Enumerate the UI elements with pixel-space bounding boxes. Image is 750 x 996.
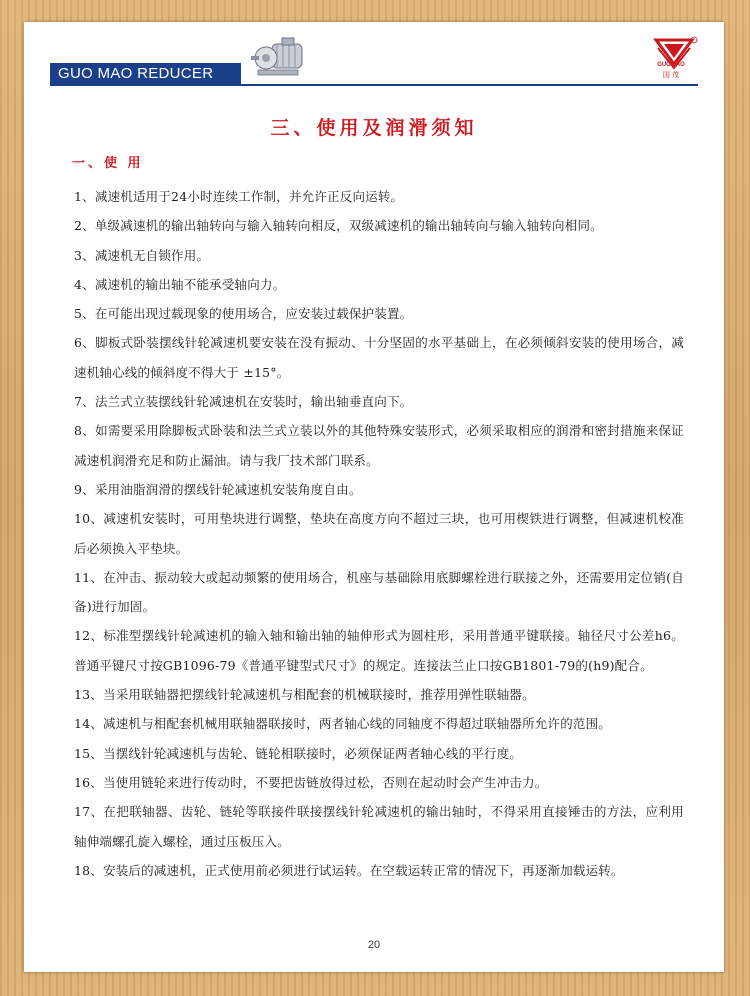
list-item: 11、在冲击、振动较大或起动频繁的使用场合，机座与基础除用底脚螺栓进行联接之外，还需要用定位销(自备)进行加固。 (74, 569, 684, 615)
document-page (24, 22, 724, 972)
list-item: 3、减速机无自锁作用。 (74, 247, 210, 263)
page-number: 20 (367, 939, 381, 951)
logo-name: GUOMAO (657, 62, 685, 68)
list-item: 6、脚板式卧装摆线针轮减速机要安装在没有振动、十分坚固的水平基础上，在必须倾斜安装的使用场合，减速机轴心线的倾斜度不得大于 ±15°。 (74, 335, 684, 380)
list-item: 4、减速机的输出轴不能承受轴向力。 (74, 276, 286, 292)
list-item: 14、减速机与相配套机械用联轴器联接时，两者轴心线的同轴度不得超过联轴器所允许的范围。 (74, 716, 612, 732)
list-item: 7、法兰式立装摆线针轮减速机在安装时，输出轴垂直向下。 (74, 394, 413, 410)
usage-instructions-list (74, 182, 684, 885)
list-item: 10、减速机安装时，可用垫块进行调整，垫块在高度方向不超过三块，也可用楔铁进行调整，但减速机校准后必须换入平垫块。 (74, 511, 684, 556)
list-item: 5、在可能出现过载现象的使用场合，应安装过载保护装置。 (74, 306, 413, 322)
reducer-motor-icon (250, 32, 310, 84)
list-item: 2、单级减速机的输出轴转向与输入轴转向相反，双级减速机的输出轴转向与输入轴转向相同。 (74, 218, 603, 234)
page-header (24, 22, 724, 92)
list-item: 12、标准型摆线针轮减速机的输入轴和输出轴的轴伸形式为圆柱形，采用普通平键联接。轴径尺寸公差h6。普通平键尺寸按GB1096-79《普通平键型式尺寸》的规定。连接法兰止口按GB1801-79的(h9)配合。 (74, 628, 684, 673)
list-item: 15、当摆线针轮减速机与齿轮、链轮相联接时，必须保证两者轴心线的平行度。 (74, 745, 523, 761)
section-title: 一、使 用 (72, 156, 144, 171)
list-item: 1、减速机适用于24小时连续工作制，并允许正反向运转。 (74, 189, 404, 204)
list-item: 8、如需要采用除脚板式卧装和法兰式立装以外的其他特殊安装形式，必须采取相应的润滑和密封措施来保证减速机润滑充足和防止漏油。请与我厂技术部门联系。 (74, 423, 684, 468)
page-title: 三、使用及润滑须知 (270, 117, 478, 139)
list-item: 13、当采用联轴器把摆线针轮减速机与相配套的机械联接时，推荐用弹性联轴器。 (74, 687, 535, 703)
list-item: 16、当使用链轮来进行传动时，不要把齿链放得过松，否则在起动时会产生冲击力。 (74, 774, 548, 790)
list-item: 18、安装后的减速机，正式使用前必须进行试运转。在空载运转正常的情况下，再逐渐加载运转。 (74, 862, 624, 878)
brand-bar: GUO MAO REDUCER (50, 63, 241, 85)
logo-chinese-name: 国 茂 (662, 71, 680, 79)
header-rule (50, 84, 698, 86)
list-item: 9、采用油脂润滑的摆线针轮减速机安装角度自由。 (74, 481, 362, 497)
list-item: 17、在把联轴器、齿轮、链轮等联接件联接摆线针轮减速机的输出轴时，不得采用直接锤击的方法，应利用轴伸端螺孔旋入螺栓，通过压板压入。 (74, 804, 684, 849)
